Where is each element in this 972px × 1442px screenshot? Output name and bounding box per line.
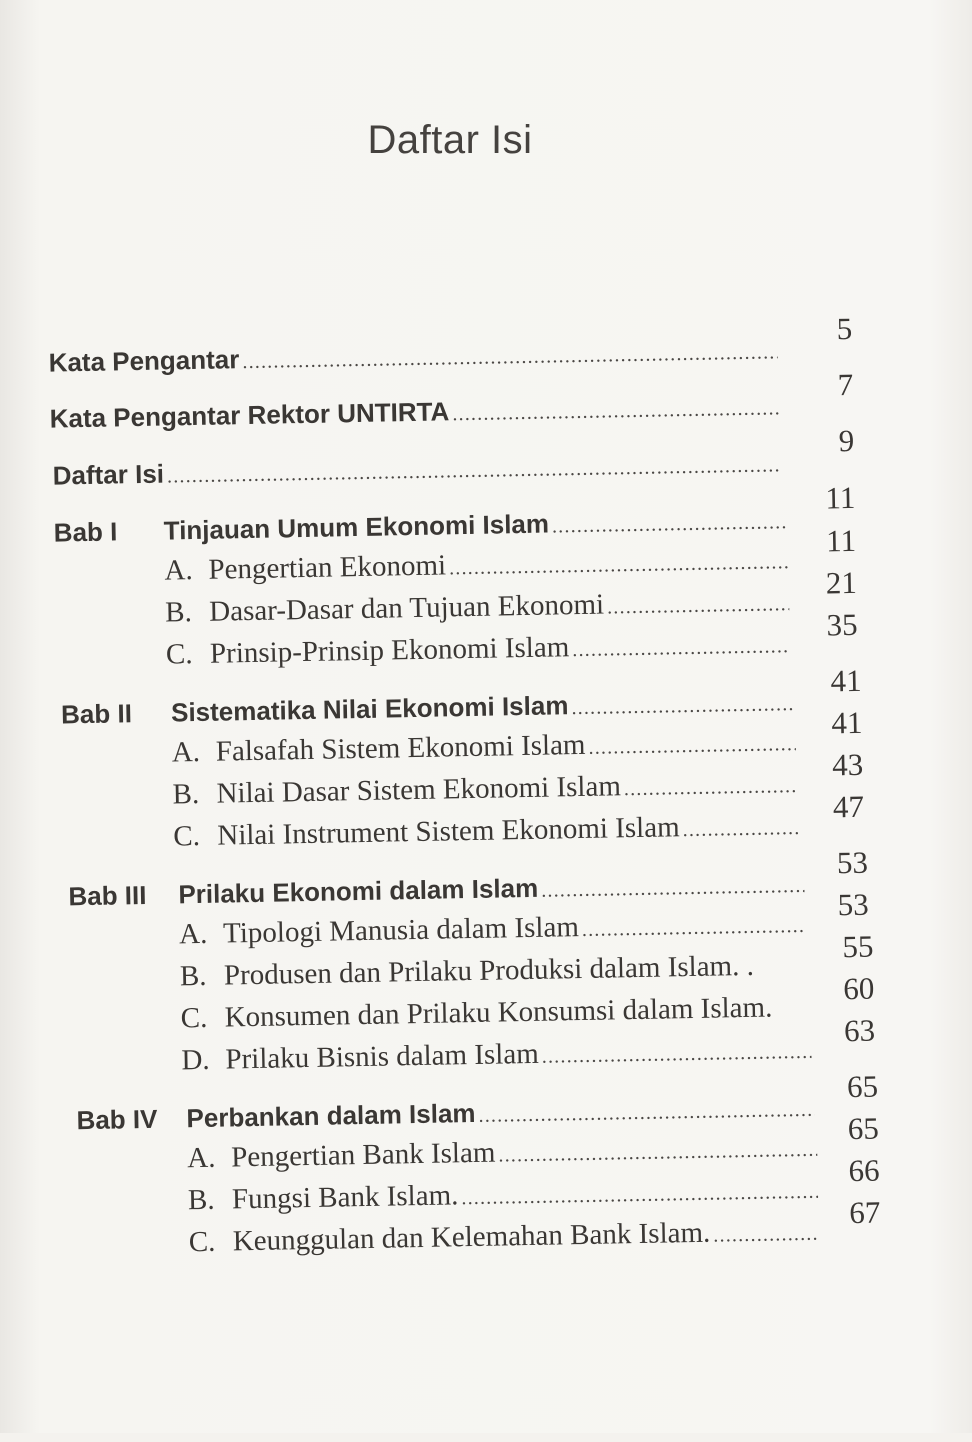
page-number: 35 (826, 606, 858, 643)
section-title: Nilai Dasar Sistem Ekonomi Islam (216, 770, 622, 810)
dot-leader (541, 875, 805, 903)
section-title: Produsen dan Prilaku Produksi dalam Islam. . (223, 949, 755, 992)
chapter-heading-bab-3[interactable] (68, 868, 810, 913)
page-number: 7 (837, 366, 854, 403)
section-letter: A. (164, 554, 193, 587)
dot-leader (449, 551, 789, 580)
page-number: 53 (836, 844, 869, 881)
section-entry[interactable] (166, 627, 796, 672)
chapter-title: Perbankan dalam Islam (186, 1097, 476, 1134)
section-letter: A. (186, 1141, 216, 1175)
section-title: Pengertian Ekonomi (208, 549, 447, 586)
section-letter: C. (180, 1001, 208, 1035)
section-title: Pengertian Bank Islam (230, 1136, 496, 1174)
page-number: 11 (825, 522, 857, 559)
chapter-title: Prilaku Ekonomi dalam Islam (178, 872, 539, 910)
dot-leader (542, 1041, 812, 1069)
chapter-heading-bab-1[interactable] (53, 504, 793, 549)
chapter-heading-bab-2[interactable] (61, 686, 801, 731)
page-number: 43 (831, 746, 864, 783)
page-number: 67 (849, 1194, 881, 1231)
chapter-label: Bab III (68, 879, 147, 912)
page-number: 9 (838, 422, 855, 459)
dot-leader (478, 1099, 814, 1128)
section-entry[interactable] (173, 809, 805, 854)
section-letter: A. (178, 917, 208, 951)
section-entry[interactable] (180, 949, 820, 994)
section-letter: D. (181, 1043, 210, 1077)
page-number: 65 (847, 1110, 880, 1147)
toc-entry-text: Daftar Isi (52, 458, 165, 491)
section-letter: B. (187, 1183, 215, 1217)
section-entry[interactable] (172, 767, 802, 812)
section-letter: C. (173, 819, 201, 853)
section-letter: B. (172, 777, 200, 811)
section-title: Fungsi Bank Islam. (231, 1179, 459, 1216)
dot-leader (624, 775, 797, 801)
dot-leader (588, 733, 796, 760)
section-entry[interactable] (188, 1215, 824, 1260)
toc-entry-kata-pengantar[interactable] (48, 334, 783, 378)
section-entry[interactable] (187, 1131, 823, 1176)
toc-entry-text: Kata Pengantar (48, 344, 240, 378)
section-title: Falsafah Sistem Ekonomi Islam (215, 728, 586, 768)
chapter-title: Sistematika Nilai Ekonomi Islam (170, 690, 569, 728)
page-title: Daftar Isi (367, 118, 533, 162)
section-title: Prilaku Bisnis dalam Islam (225, 1037, 540, 1076)
section-title: Konsumen dan Prilaku Konsumsi dalam Islam. (224, 991, 773, 1034)
section-letter: B. (179, 959, 207, 993)
dot-leader (582, 915, 806, 942)
chapter-label: Bab II (60, 698, 133, 730)
page-number: 21 (825, 564, 858, 601)
dot-leader (607, 593, 790, 619)
toc-entry-text: Kata Pengantar Rektor UNTIRTA (49, 396, 450, 434)
page-number: 53 (837, 886, 870, 923)
dot-leader (552, 511, 788, 538)
section-entry[interactable] (172, 725, 802, 770)
section-entry[interactable] (179, 907, 811, 952)
section-entry[interactable] (164, 543, 794, 588)
section-letter: C. (188, 1225, 216, 1259)
toc-entry-kata-pengantar-rektor[interactable] (49, 390, 784, 434)
dot-leader (713, 1223, 819, 1248)
section-letter: C. (165, 638, 193, 671)
section-title: Keunggulan dan Kelemahan Bank Islam. (232, 1216, 711, 1258)
dot-leader (167, 454, 782, 488)
dot-leader (452, 397, 779, 426)
section-title: Nilai Instrument Sistem Ekonomi Islam (217, 811, 680, 852)
section-title: Tipologi Manusia dalam Islam (222, 911, 580, 950)
page-number: 5 (836, 310, 853, 347)
section-entry[interactable] (180, 990, 840, 1035)
dot-leader (571, 693, 795, 720)
section-entry[interactable] (188, 1173, 824, 1218)
section-entry[interactable] (181, 1033, 817, 1078)
page-number: 55 (842, 928, 874, 965)
dot-leader (242, 341, 778, 374)
chapter-title: Tinjauan Umum Ekonomi Islam (163, 508, 550, 546)
section-letter: A. (171, 735, 201, 769)
section-title: Dasar-Dasar dan Tujuan Ekonomi (208, 588, 605, 628)
chapter-label: Bab IV (76, 1103, 158, 1136)
section-title: Prinsip-Prinsip Ekonomi Islam (209, 631, 570, 670)
section-letter: B. (164, 596, 193, 629)
chapter-label: Bab I (53, 516, 118, 548)
section-entry[interactable] (165, 585, 795, 630)
page-number: 65 (846, 1068, 879, 1105)
chapter-heading-bab-4[interactable] (76, 1092, 820, 1137)
page-number: 63 (843, 1012, 876, 1049)
toc-entry-daftar-isi[interactable] (52, 447, 787, 491)
page-number: 66 (848, 1152, 880, 1189)
page-number: 41 (831, 704, 863, 741)
dot-leader (498, 1139, 817, 1168)
page-number: 47 (832, 788, 865, 825)
page-number: 41 (830, 662, 862, 699)
page-number: 11 (825, 479, 856, 516)
dot-leader (682, 817, 799, 842)
dot-leader (572, 635, 790, 662)
page-number: 60 (842, 970, 875, 1007)
dot-leader (461, 1181, 818, 1211)
